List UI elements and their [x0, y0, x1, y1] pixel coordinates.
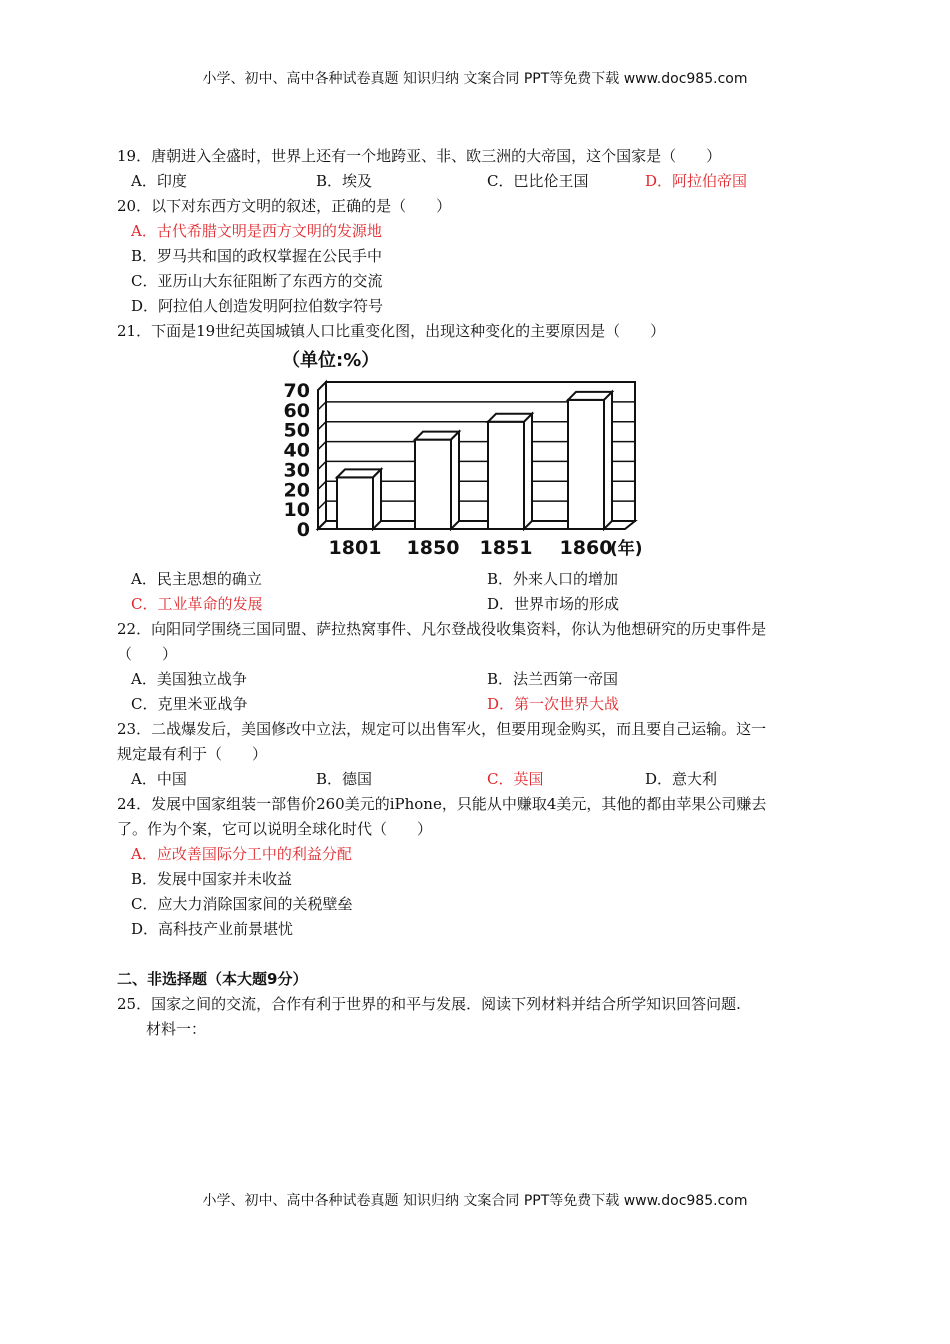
x-tick-label: 1851 [479, 537, 533, 559]
q22-option-d-answer: D．第一次世界大战 [487, 695, 620, 713]
x-tick-label: 1850 [406, 537, 460, 559]
urban-population-chart [270, 344, 650, 562]
q19-option-c: C．巴比伦王国 [487, 172, 589, 190]
q20-option-b: B．罗马共和国的政权掌握在公民手中 [131, 247, 383, 265]
y-tick-label: 20 [283, 479, 310, 502]
y-tick-label: 50 [283, 419, 310, 442]
q24-option-d: D．高科技产业前景堪忧 [131, 920, 294, 938]
q19-option-d-answer: D．阿拉伯帝国 [645, 172, 748, 190]
bar-front [337, 477, 373, 529]
x-tick-label: 1801 [328, 537, 382, 559]
chart-title: （单位:%） [282, 350, 380, 371]
q19-option-b: B．埃及 [316, 172, 373, 190]
y-tick-label: 0 [296, 519, 310, 541]
q24-option-c: C．应大力消除国家间的关税壁垒 [131, 895, 353, 913]
y-tick-label: 10 [283, 499, 310, 522]
bar-1801 [337, 469, 381, 529]
bar-1851 [488, 414, 532, 529]
q23-option-a: A．中国 [131, 770, 187, 788]
q22-stem-continued: （ ） [117, 645, 178, 663]
q20-stem: 20．以下对东西方文明的叙述，正确的是（ ） [117, 197, 452, 215]
bar-side [373, 469, 381, 529]
q19-stem: 19．唐朝进入全盛时，世界上还有一个地跨亚、非、欧三洲的大帝国，这个国家是（ ） [117, 147, 722, 165]
q23-option-c-answer: C．英国 [487, 770, 544, 788]
bar-front [415, 440, 451, 529]
q24-stem: 24．发展中国家组装一部售价260美元的iPhone，只能从中赚取4美元，其他的都由苹果公司赚去 [117, 795, 767, 813]
y-tick-label: 60 [283, 399, 310, 422]
y-tick-label: 70 [283, 380, 310, 402]
q21-stem: 21．下面是19世纪英国城镇人口比重变化图，出现这种变化的主要原因是（ ） [117, 322, 666, 340]
section-2-heading: 二、非选择题（本大题9分） [117, 970, 308, 988]
bar-side [451, 432, 459, 529]
chart-y-ticks [284, 380, 310, 541]
q24-option-b: B．发展中国家并未收益 [131, 870, 293, 888]
page-footer: 小学、初中、高中各种试卷真题 知识归纳 文案合同 PPT等免费下载 www.doc985.com [202, 1193, 748, 1209]
chart-x-ticks [329, 537, 613, 559]
q19-option-a: A．印度 [131, 172, 187, 190]
q24-stem-continued: 了。作为个案，它可以说明全球化时代（ ） [117, 820, 433, 838]
q23-option-b: B．德国 [316, 770, 373, 788]
q21-option-b: B．外来人口的增加 [487, 570, 619, 588]
q25-material-label: 材料一： [146, 1020, 207, 1038]
chart-x-label: (年) [610, 539, 643, 559]
bar-front [488, 422, 524, 529]
q20-option-a-answer: A．古代希腊文明是西方文明的发源地 [131, 222, 382, 240]
q21-option-c-answer: C．工业革命的发展 [131, 595, 263, 613]
q20-option-c: C．亚历山大东征阻断了东西方的交流 [131, 272, 383, 290]
x-tick-label: 1860 [559, 537, 613, 559]
y-tick-label: 30 [283, 459, 310, 482]
q24-option-a-answer: A．应改善国际分工中的利益分配 [131, 845, 352, 863]
q22-option-b: B．法兰西第一帝国 [487, 670, 619, 688]
q21-option-a: A．民主思想的确立 [131, 570, 262, 588]
page-header: 小学、初中、高中各种试卷真题 知识归纳 文案合同 PPT等免费下载 www.doc985.com [202, 71, 748, 87]
q25-stem: 25．国家之间的交流，合作有利于世界的和平与发展．阅读下列材料并结合所学知识回答问题. [117, 995, 741, 1013]
bar-1850 [415, 432, 459, 529]
bar-1860 [568, 392, 612, 529]
q20-option-d: D．阿拉伯人创造发明阿拉伯数字符号 [131, 297, 384, 315]
q21-option-d: D．世界市场的形成 [487, 595, 620, 613]
y-tick-label: 40 [283, 439, 310, 462]
bar-side [604, 392, 612, 529]
bar-side [524, 414, 532, 529]
q23-stem-continued: 规定最有利于（ ） [117, 745, 268, 763]
q23-stem: 23．二战爆发后，美国修改中立法，规定可以出售军火，但要用现金购买，而且要自己运输。这一 [117, 720, 767, 738]
q23-option-d: D．意大利 [645, 770, 718, 788]
bar-front [568, 400, 604, 529]
q22-option-c: C．克里米亚战争 [131, 695, 248, 713]
q22-option-a: A．美国独立战争 [131, 670, 247, 688]
q22-stem: 22．向阳同学围绕三国同盟、萨拉热窝事件、凡尔登战役收集资料，你认为他想研究的历史事件是 [117, 620, 767, 638]
